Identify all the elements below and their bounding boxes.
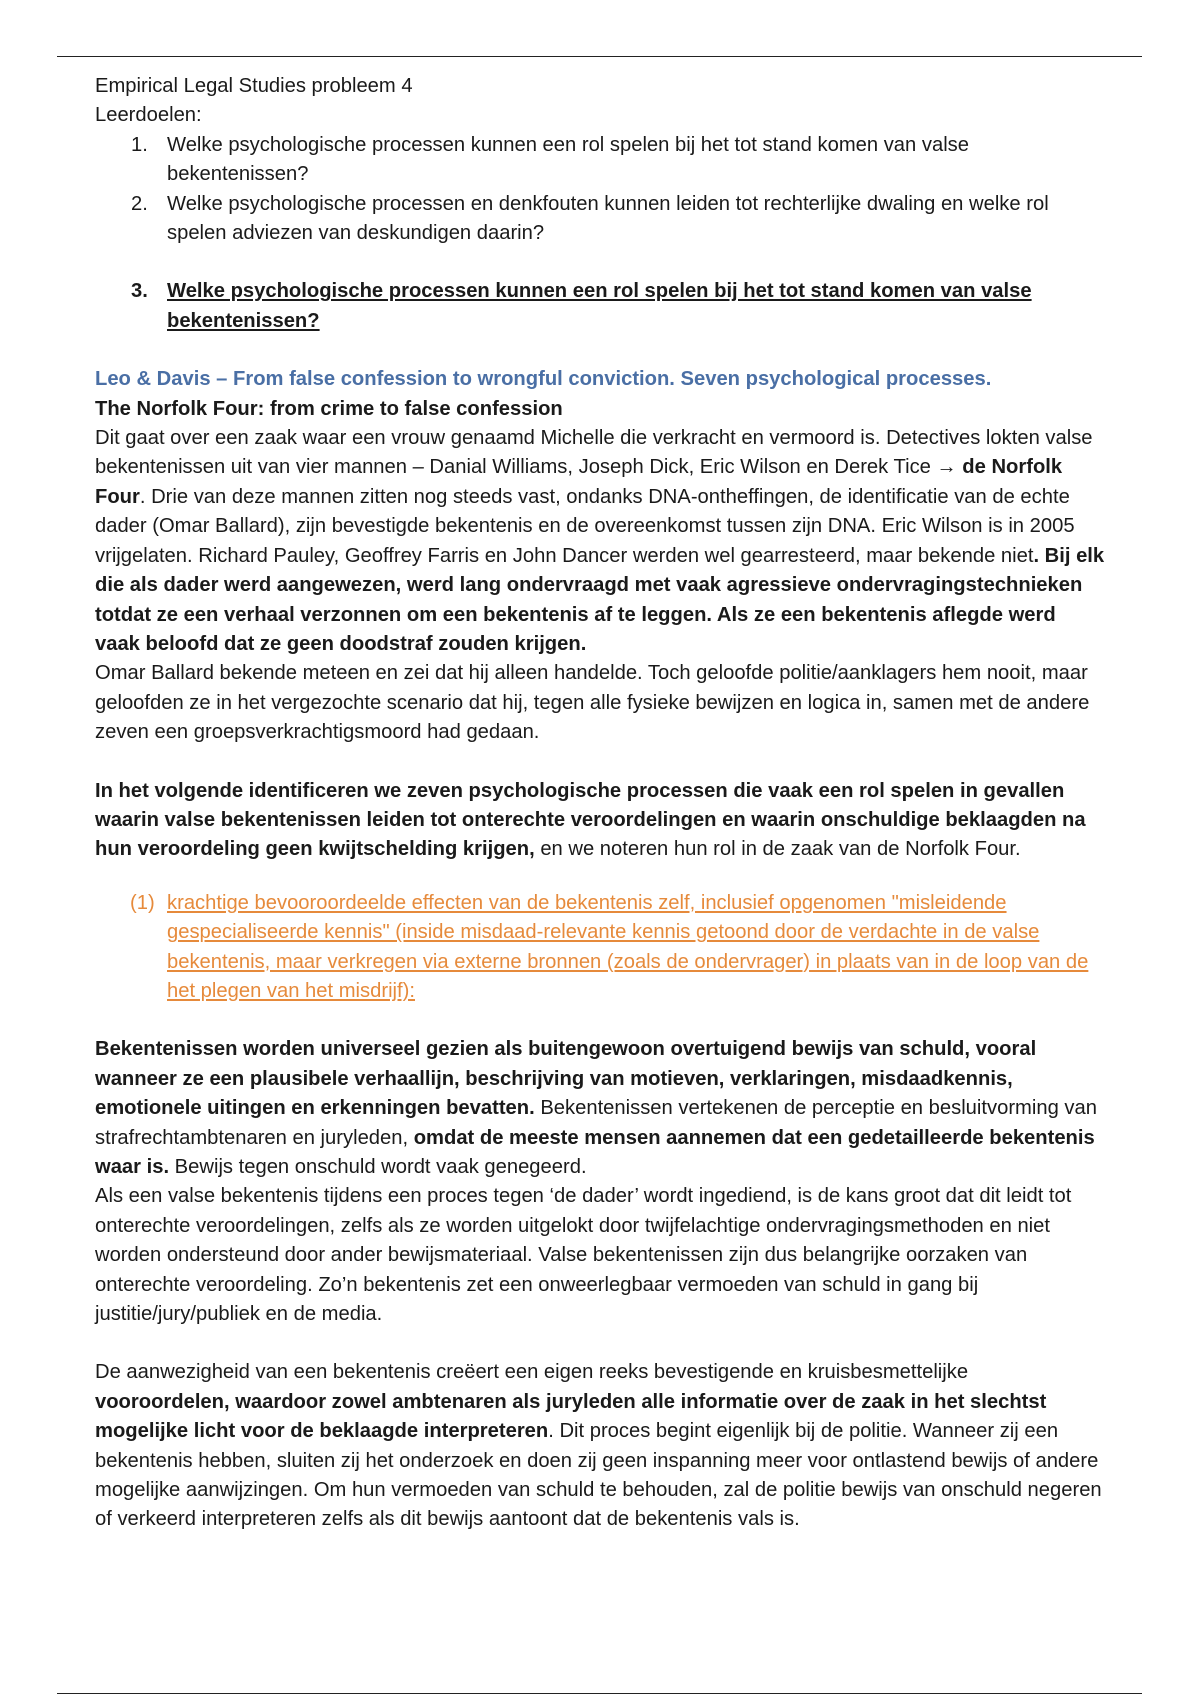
process-text: krachtige bevooroordeelde effecten van de bekentenis zelf, inclusief opgenomen "misleidende gespecialiseerde kennis" (inside misdaad-relevante kennis getoond door de verdachte in de valse bekentenis, maar verkregen via externe bronnen (zoals de ondervrager) in plaats van in de loop van de het plegen van het misdrijf): xyxy=(167,891,1089,1002)
paragraph-confessions xyxy=(95,1035,1105,1182)
paragraph-ballard: Omar Ballard bekende meteen en zei dat hij alleen handelde. Toch geloofde politie/aanklagers hem nooit, maar geloofden ze in het vergezochte scenario dat hij, tegen alle fysieke bewijzen en logica in, samen met de andere zeven een groepsverkrachtigsmoord had gedaan. xyxy=(95,662,1090,744)
text-run-bold: Bekentenissen worden universeel gezien als buitengewoon overtuigend bewijs van schuld, vooral wanneer ze een plausibele verhaallijn, beschrijving van motieven, verklaringen, misdaadkennis, emotionele uitingen en erkenningen bevatten. xyxy=(95,1038,1037,1120)
top-rule xyxy=(57,56,1142,57)
question-number: 3. xyxy=(131,280,148,303)
learning-goals-list xyxy=(95,131,1105,249)
text-run: . Dit proces begint eigenlijk bij de politie. Wanneer zij een bekentenis hebben, sluiten zij het onderzoek en doen zij geen inspanning meer voor ontlastend bewijs of andere mogelijke aanwijzingen. Om hun vermoeden van schuld te behouden, zal de politie bewijs van onschuld negeren of verkeerd interpreteren zelfs als dit bewijs aantoont dat de bekentenis vals is. xyxy=(95,1420,1102,1531)
document-title: Empirical Legal Studies probleem 4 xyxy=(95,75,413,97)
text-run-bold: . Bij elk die als dader werd aangewezen, werd lang ondervraagd met vaak agressieve ondervragingstechnieken totdat ze een verhaal verzonnen om een bekentenis af te leggen. Als ze een bekentenis aflegde werd vaak beloofd dat ze geen doodstraf zouden krijgen. xyxy=(95,544,1105,655)
goal-item xyxy=(95,131,1105,190)
paragraph-seven-processes xyxy=(95,777,1105,865)
text-run-bold: In het volgende identificeren we zeven psychologische processen die vaak een rol spelen in gevallen waarin valse bekentenissen leiden tot onterechte veroordelingen en waarin onschuldige beklaagden na hun veroordeling geen kwijtschelding krijgen, xyxy=(95,779,1086,861)
text-run: Bekentenissen vertekenen de perceptie en besluitvorming van strafrechtambtenaren en juryleden, xyxy=(95,1097,1097,1149)
question-3 xyxy=(95,277,1105,336)
process-item-1 xyxy=(95,889,1105,1007)
bottom-rule xyxy=(57,1693,1142,1694)
question-3-list xyxy=(95,277,1105,336)
text-run-bold: vooroordelen, waardoor zowel ambtenaren als juryleden alle informatie over de zaak in het slechtst mogelijke licht voor de beklaagde interpreteren xyxy=(95,1390,1047,1443)
text-run: Dit gaat over een zaak waar een vrouw genaamd Michelle die verkracht en vermoord is. Detectives lokten valse bekentenissen uit van vier mannen – Danial Williams, Joseph Dick, Eric Wilson en Derek Tice xyxy=(95,427,1093,479)
paragraph-norfolk-case xyxy=(95,424,1105,659)
text-run-bold: omdat de meeste mensen aannemen dat een gedetailleerde bekentenis waar is. xyxy=(95,1126,1095,1178)
paragraph-false-confession-trial: Als een valse bekentenis tijdens een proces tegen ‘de dader’ wordt ingediend, is de kans groot dat dit leidt tot onterechte veroordelingen, zelfs als ze worden uitgelokt door twijfelachtige ondervragingsmethoden en niet worden ondersteund door ander bewijsmateriaal. Valse bekentenissen zijn dus belangrijke oorzaken van onterechte veroordeling. Zo’n bekentenis zet een onweerlegbaar vermoeden van schuld in gang bij justitie/jury/publiek en de media. xyxy=(95,1185,1072,1326)
document-page xyxy=(95,72,1105,1535)
arrow-right-icon: → xyxy=(936,456,957,479)
text-run: Bewijs tegen onschuld wordt vaak genegeerd. xyxy=(169,1156,587,1178)
goal-number: 2. xyxy=(131,192,148,215)
paragraph-bias xyxy=(95,1358,1105,1534)
goal-item xyxy=(95,190,1105,249)
goal-number: 1. xyxy=(131,133,148,156)
goal-text: Welke psychologische processen kunnen een rol spelen bij het tot stand komen van valse bekentenissen? xyxy=(167,133,969,186)
text-run: en we noteren hun rol in de zaak van de Norfolk Four. xyxy=(534,838,1021,861)
text-run: . Drie van deze mannen zitten nog steeds vast, ondanks DNA-ontheffingen, de identificatie van de echte dader (Omar Ballard), zijn bevestigde bekentenis en de overeenkomst tussen zijn DNA. Eric Wilson is in 2005 vrijgelaten. Richard Pauley, Geoffrey Farris en John Dancer werden wel gearresteerd, maar bekende niet xyxy=(95,485,1075,567)
text-run: De aanwezigheid van een bekentenis creëert een eigen reeks bevestigende en kruisbesmettelijke xyxy=(95,1361,969,1384)
goals-label: Leerdoelen: xyxy=(95,104,202,127)
goal-text: Welke psychologische processen en denkfouten kunnen leiden tot rechterlijke dwaling en welke rol spelen adviezen van deskundigen daarin? xyxy=(167,192,1049,245)
source-heading: Leo & Davis – From false confession to wrongful conviction. Seven psychological processes. xyxy=(95,368,992,391)
process-number: (1) xyxy=(130,891,155,914)
question-3-text: Welke psychologische processen kunnen een rol spelen bij het tot stand komen van valse bekentenissen? xyxy=(167,280,1032,332)
case-heading: The Norfolk Four: from crime to false confession xyxy=(95,397,563,420)
text-run-bold: de Norfolk Four xyxy=(95,456,1063,508)
